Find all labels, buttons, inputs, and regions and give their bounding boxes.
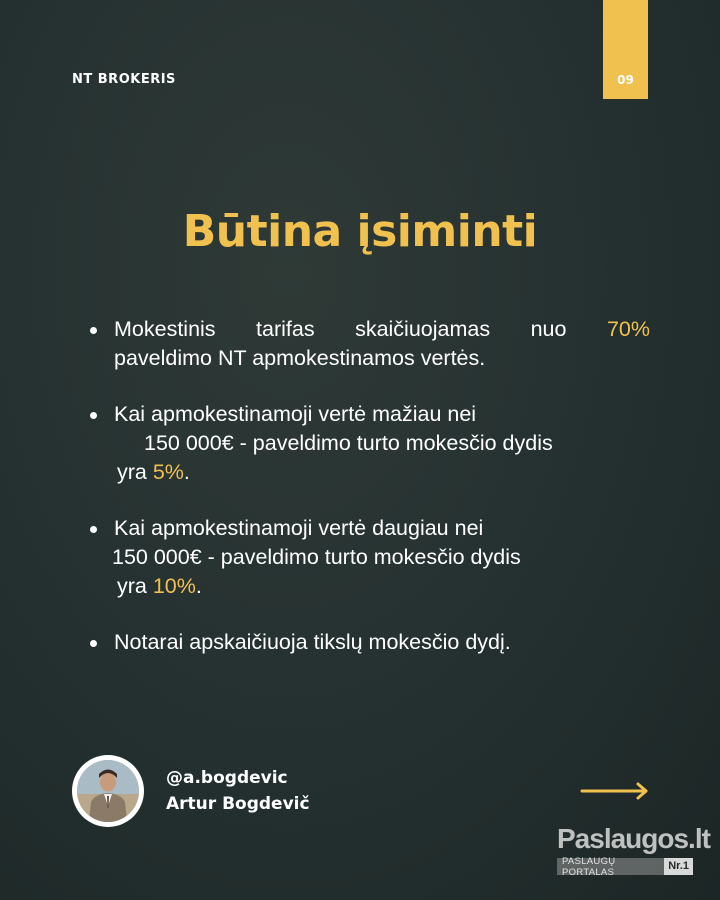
page-number: 09: [617, 73, 634, 87]
bullet-dot: [90, 412, 97, 419]
highlight-percent: 10%: [152, 574, 196, 598]
watermark-logo: Paslaugos.lt: [557, 823, 710, 854]
bullet-text: yra: [117, 574, 153, 598]
highlight-percent: 70%: [606, 317, 650, 341]
highlight-percent: 5%: [152, 460, 184, 484]
avatar[interactable]: [72, 755, 144, 827]
bullet-dot: [90, 526, 97, 533]
bullet-text: .: [183, 460, 190, 484]
bullet-text: Mokestinis tarifas skaičiuojamas nuo: [114, 317, 607, 341]
bullet-text: 150 000€ - paveldimo turto mokesčio dydis: [144, 431, 553, 455]
watermark-bar: [557, 855, 693, 878]
bullet-item: [90, 628, 650, 657]
brand-label: NT BROKERIS: [72, 72, 176, 87]
bullet-item: [90, 315, 650, 373]
page-tab: [603, 0, 648, 99]
profile-handle[interactable]: @a.bogdevic: [166, 768, 288, 788]
bullet-text: Notarai apskaičiuoja tikslų mokesčio dydį.: [114, 630, 511, 654]
bullet-text: Kai apmokestinamoji vertė mažiau nei: [114, 402, 477, 426]
bullet-dot: [90, 640, 97, 647]
bullet-item: [90, 400, 650, 487]
bullet-dot: [90, 327, 97, 334]
bullet-item: [90, 514, 650, 601]
bullet-text: yra: [117, 460, 153, 484]
bullet-text: paveldimo NT apmokestinamos vertės.: [114, 346, 486, 370]
bullet-text: .: [195, 574, 202, 598]
page-title: Būtina įsiminti: [182, 206, 538, 257]
bullet-text: Kai apmokestinamoji vertė daugiau nei: [114, 516, 484, 540]
avatar-photo: [77, 760, 139, 822]
arrow-right-icon[interactable]: [580, 781, 650, 806]
watermark-badge: Nr.1: [664, 858, 693, 875]
watermark-subtitle: PASLAUGŲ PORTALAS: [562, 855, 616, 878]
profile-name: Artur Bogdevič: [166, 794, 310, 814]
bullet-text: 150 000€ - paveldimo turto mokesčio dydis: [112, 545, 521, 569]
